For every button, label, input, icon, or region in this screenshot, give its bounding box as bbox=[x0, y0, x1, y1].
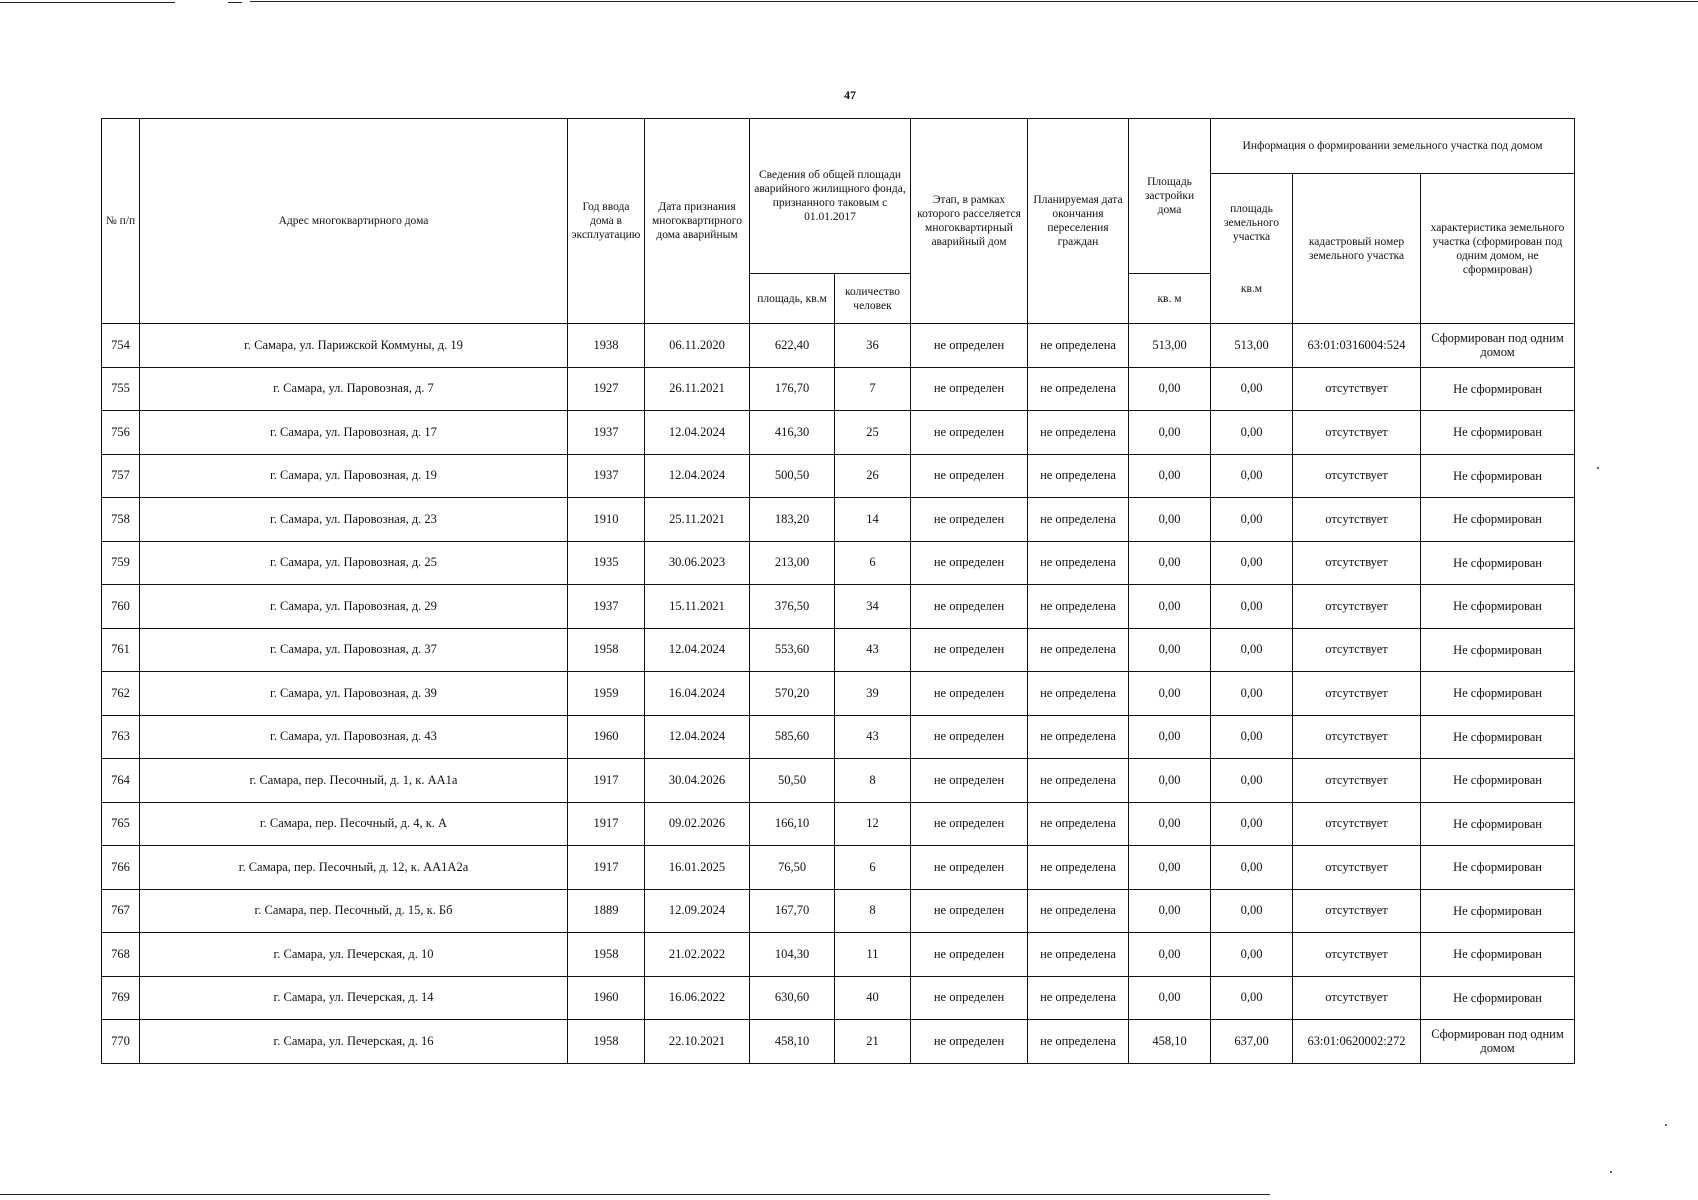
row-stage: не определен bbox=[911, 585, 1028, 629]
header-area: площадь, кв.м bbox=[750, 274, 835, 324]
row-stage: не определен bbox=[911, 628, 1028, 672]
row-status: Не сформирован bbox=[1421, 367, 1575, 411]
row-number: 762 bbox=[102, 672, 140, 716]
header-land-area-unit: кв.м bbox=[1240, 282, 1263, 295]
row-planned-date: не определена bbox=[1028, 454, 1129, 498]
row-land-area: 0,00 bbox=[1211, 933, 1293, 977]
row-number: 770 bbox=[102, 1020, 140, 1064]
emergency-housing-table bbox=[101, 118, 1575, 1064]
scan-speck bbox=[1610, 1171, 1612, 1173]
row-cadastral: 63:01:0620002:272 bbox=[1293, 1020, 1421, 1064]
row-cadastral: отсутствует bbox=[1293, 541, 1421, 585]
row-year: 1889 bbox=[568, 889, 645, 933]
row-land-area: 0,00 bbox=[1211, 715, 1293, 759]
scan-line-bottom bbox=[0, 1194, 1270, 1195]
header-year: Год ввода дома в эксплуатацию bbox=[568, 119, 645, 324]
row-area: 176,70 bbox=[750, 367, 835, 411]
row-planned-date: не определена bbox=[1028, 846, 1129, 890]
row-recognition-date: 12.04.2024 bbox=[645, 454, 750, 498]
row-stage: не определен bbox=[911, 367, 1028, 411]
row-recognition-date: 16.06.2022 bbox=[645, 976, 750, 1020]
row-building-area: 458,10 bbox=[1129, 1020, 1211, 1064]
row-cadastral: отсутствует bbox=[1293, 715, 1421, 759]
row-area: 500,50 bbox=[750, 454, 835, 498]
row-building-area: 0,00 bbox=[1129, 672, 1211, 716]
row-year: 1958 bbox=[568, 628, 645, 672]
row-building-area: 0,00 bbox=[1129, 802, 1211, 846]
row-year: 1917 bbox=[568, 846, 645, 890]
row-land-area: 0,00 bbox=[1211, 411, 1293, 455]
row-cadastral: отсутствует bbox=[1293, 367, 1421, 411]
row-status: Не сформирован bbox=[1421, 802, 1575, 846]
row-year: 1938 bbox=[568, 324, 645, 368]
row-year: 1958 bbox=[568, 933, 645, 977]
row-planned-date: не определена bbox=[1028, 933, 1129, 977]
table-row bbox=[102, 585, 1575, 629]
row-address: г. Самара, ул. Паровозная, д. 23 bbox=[140, 498, 568, 542]
row-cadastral: отсутствует bbox=[1293, 889, 1421, 933]
row-area: 50,50 bbox=[750, 759, 835, 803]
header-building-area: Площадь застройки дома bbox=[1129, 119, 1211, 274]
row-recognition-date: 22.10.2021 bbox=[645, 1020, 750, 1064]
row-people: 43 bbox=[835, 628, 911, 672]
row-stage: не определен bbox=[911, 933, 1028, 977]
row-number: 754 bbox=[102, 324, 140, 368]
row-recognition-date: 12.04.2024 bbox=[645, 715, 750, 759]
table-row bbox=[102, 498, 1575, 542]
row-stage: не определен bbox=[911, 411, 1028, 455]
row-planned-date: не определена bbox=[1028, 802, 1129, 846]
row-cadastral: отсутствует bbox=[1293, 454, 1421, 498]
table-body bbox=[102, 324, 1575, 1064]
row-stage: не определен bbox=[911, 1020, 1028, 1064]
row-status: Не сформирован bbox=[1421, 454, 1575, 498]
row-land-area: 0,00 bbox=[1211, 367, 1293, 411]
row-building-area: 0,00 bbox=[1129, 976, 1211, 1020]
row-number: 759 bbox=[102, 541, 140, 585]
row-recognition-date: 26.11.2021 bbox=[645, 367, 750, 411]
scan-speck bbox=[1665, 1124, 1667, 1126]
row-area: 167,70 bbox=[750, 889, 835, 933]
row-building-area: 0,00 bbox=[1129, 454, 1211, 498]
header-people: количество человек bbox=[835, 274, 911, 324]
row-building-area: 0,00 bbox=[1129, 541, 1211, 585]
row-cadastral: 63:01:0316004:524 bbox=[1293, 324, 1421, 368]
table-row bbox=[102, 933, 1575, 977]
row-status: Не сформирован bbox=[1421, 672, 1575, 716]
row-land-area: 0,00 bbox=[1211, 498, 1293, 542]
row-people: 34 bbox=[835, 585, 911, 629]
row-address: г. Самара, ул. Парижской Коммуны, д. 19 bbox=[140, 324, 568, 368]
row-land-area: 0,00 bbox=[1211, 541, 1293, 585]
header-land-area: площадь земельного участка кв.м bbox=[1211, 174, 1293, 324]
row-area: 76,50 bbox=[750, 846, 835, 890]
row-land-area: 0,00 bbox=[1211, 889, 1293, 933]
row-area: 213,00 bbox=[750, 541, 835, 585]
row-land-area: 637,00 bbox=[1211, 1020, 1293, 1064]
row-address: г. Самара, ул. Печерская, д. 10 bbox=[140, 933, 568, 977]
header-cadastral: кадастровый номер земельного участка bbox=[1293, 174, 1421, 324]
row-number: 763 bbox=[102, 715, 140, 759]
row-people: 26 bbox=[835, 454, 911, 498]
row-status: Не сформирован bbox=[1421, 541, 1575, 585]
table-row bbox=[102, 759, 1575, 803]
scan-line-top bbox=[228, 2, 242, 3]
row-recognition-date: 06.11.2020 bbox=[645, 324, 750, 368]
row-cadastral: отсутствует bbox=[1293, 846, 1421, 890]
row-planned-date: не определена bbox=[1028, 628, 1129, 672]
row-planned-date: не определена bbox=[1028, 759, 1129, 803]
row-recognition-date: 09.02.2026 bbox=[645, 802, 750, 846]
row-address: г. Самара, пер. Песочный, д. 12, к. АА1А2а bbox=[140, 846, 568, 890]
row-stage: не определен bbox=[911, 672, 1028, 716]
row-status: Не сформирован bbox=[1421, 933, 1575, 977]
row-year: 1937 bbox=[568, 454, 645, 498]
row-year: 1910 bbox=[568, 498, 645, 542]
row-cadastral: отсутствует bbox=[1293, 672, 1421, 716]
row-people: 6 bbox=[835, 541, 911, 585]
row-area: 458,10 bbox=[750, 1020, 835, 1064]
row-planned-date: не определена bbox=[1028, 541, 1129, 585]
table-row bbox=[102, 715, 1575, 759]
header-planned-date: Планируемая дата окончания переселения граждан bbox=[1028, 119, 1129, 324]
scan-line-top bbox=[0, 2, 175, 3]
row-status: Не сформирован bbox=[1421, 759, 1575, 803]
row-address: г. Самара, ул. Паровозная, д. 39 bbox=[140, 672, 568, 716]
row-area: 585,60 bbox=[750, 715, 835, 759]
row-stage: не определен bbox=[911, 324, 1028, 368]
row-address: г. Самара, ул. Паровозная, д. 29 bbox=[140, 585, 568, 629]
row-recognition-date: 15.11.2021 bbox=[645, 585, 750, 629]
table-row bbox=[102, 976, 1575, 1020]
row-address: г. Самара, пер. Песочный, д. 15, к. Бб bbox=[140, 889, 568, 933]
header-characteristic: характеристика земельного участка (сформирован под одним домом, не сформирован) bbox=[1421, 174, 1575, 324]
scan-speck bbox=[1597, 467, 1599, 469]
row-year: 1937 bbox=[568, 585, 645, 629]
row-recognition-date: 30.06.2023 bbox=[645, 541, 750, 585]
row-building-area: 0,00 bbox=[1129, 846, 1211, 890]
row-people: 21 bbox=[835, 1020, 911, 1064]
scan-line-top bbox=[250, 1, 1698, 2]
row-planned-date: не определена bbox=[1028, 585, 1129, 629]
row-building-area: 0,00 bbox=[1129, 585, 1211, 629]
row-building-area: 0,00 bbox=[1129, 628, 1211, 672]
row-address: г. Самара, ул. Паровозная, д. 37 bbox=[140, 628, 568, 672]
row-address: г. Самара, ул. Паровозная, д. 17 bbox=[140, 411, 568, 455]
row-address: г. Самара, пер. Песочный, д. 1, к. АА1а bbox=[140, 759, 568, 803]
row-year: 1960 bbox=[568, 976, 645, 1020]
row-status: Не сформирован bbox=[1421, 889, 1575, 933]
table-row bbox=[102, 672, 1575, 716]
header-building-area-unit: кв. м bbox=[1129, 274, 1211, 324]
header-address: Адрес многоквартирного дома bbox=[140, 119, 568, 324]
row-cadastral: отсутствует bbox=[1293, 498, 1421, 542]
row-stage: не определен bbox=[911, 976, 1028, 1020]
row-area: 553,60 bbox=[750, 628, 835, 672]
row-address: г. Самара, ул. Паровозная, д. 19 bbox=[140, 454, 568, 498]
row-recognition-date: 12.04.2024 bbox=[645, 411, 750, 455]
row-stage: не определен bbox=[911, 454, 1028, 498]
row-recognition-date: 12.09.2024 bbox=[645, 889, 750, 933]
row-planned-date: не определена bbox=[1028, 976, 1129, 1020]
row-number: 757 bbox=[102, 454, 140, 498]
row-land-area: 0,00 bbox=[1211, 846, 1293, 890]
row-address: г. Самара, ул. Печерская, д. 14 bbox=[140, 976, 568, 1020]
row-number: 755 bbox=[102, 367, 140, 411]
row-cadastral: отсутствует bbox=[1293, 976, 1421, 1020]
row-number: 765 bbox=[102, 802, 140, 846]
row-status: Не сформирован bbox=[1421, 976, 1575, 1020]
row-year: 1935 bbox=[568, 541, 645, 585]
row-area: 630,60 bbox=[750, 976, 835, 1020]
row-area: 416,30 bbox=[750, 411, 835, 455]
row-status: Не сформирован bbox=[1421, 585, 1575, 629]
row-number: 767 bbox=[102, 889, 140, 933]
row-recognition-date: 21.02.2022 bbox=[645, 933, 750, 977]
table-row bbox=[102, 454, 1575, 498]
row-land-area: 513,00 bbox=[1211, 324, 1293, 368]
row-recognition-date: 30.04.2026 bbox=[645, 759, 750, 803]
row-building-area: 0,00 bbox=[1129, 411, 1211, 455]
row-year: 1960 bbox=[568, 715, 645, 759]
row-status: Сформирован под одним домом bbox=[1421, 324, 1575, 368]
row-people: 39 bbox=[835, 672, 911, 716]
table-row bbox=[102, 846, 1575, 890]
row-planned-date: не определена bbox=[1028, 672, 1129, 716]
row-planned-date: не определена bbox=[1028, 1020, 1129, 1064]
row-status: Сформирован под одним домом bbox=[1421, 1020, 1575, 1064]
header-land-info: Информация о формировании земельного участка под домом bbox=[1211, 119, 1575, 174]
row-stage: не определен bbox=[911, 759, 1028, 803]
header-area-info: Сведения об общей площади аварийного жилищного фонда, признанного таковым с 01.01.2017 bbox=[750, 119, 911, 274]
row-building-area: 0,00 bbox=[1129, 367, 1211, 411]
row-area: 622,40 bbox=[750, 324, 835, 368]
row-people: 7 bbox=[835, 367, 911, 411]
row-people: 14 bbox=[835, 498, 911, 542]
row-building-area: 0,00 bbox=[1129, 889, 1211, 933]
row-number: 758 bbox=[102, 498, 140, 542]
row-planned-date: не определена bbox=[1028, 715, 1129, 759]
row-people: 6 bbox=[835, 846, 911, 890]
row-people: 25 bbox=[835, 411, 911, 455]
row-status: Не сформирован bbox=[1421, 411, 1575, 455]
row-number: 756 bbox=[102, 411, 140, 455]
table-row bbox=[102, 802, 1575, 846]
row-status: Не сформирован bbox=[1421, 846, 1575, 890]
row-area: 376,50 bbox=[750, 585, 835, 629]
row-recognition-date: 25.11.2021 bbox=[645, 498, 750, 542]
row-address: г. Самара, ул. Паровозная, д. 25 bbox=[140, 541, 568, 585]
table-row bbox=[102, 367, 1575, 411]
page-number: 47 bbox=[844, 88, 856, 102]
header-num: № п/п bbox=[102, 119, 140, 324]
row-year: 1917 bbox=[568, 802, 645, 846]
row-land-area: 0,00 bbox=[1211, 672, 1293, 716]
table-row bbox=[102, 1020, 1575, 1064]
table-row bbox=[102, 541, 1575, 585]
row-number: 768 bbox=[102, 933, 140, 977]
row-cadastral: отсутствует bbox=[1293, 759, 1421, 803]
row-people: 12 bbox=[835, 802, 911, 846]
row-stage: не определен bbox=[911, 846, 1028, 890]
row-building-area: 0,00 bbox=[1129, 933, 1211, 977]
header-stage: Этап, в рамках которого расселяется многоквартирный аварийный дом bbox=[911, 119, 1028, 324]
row-people: 8 bbox=[835, 759, 911, 803]
row-land-area: 0,00 bbox=[1211, 585, 1293, 629]
row-year: 1917 bbox=[568, 759, 645, 803]
row-year: 1958 bbox=[568, 1020, 645, 1064]
row-land-area: 0,00 bbox=[1211, 628, 1293, 672]
row-stage: не определен bbox=[911, 498, 1028, 542]
header-recognition-date: Дата признания многоквартирного дома аварийным bbox=[645, 119, 750, 324]
row-land-area: 0,00 bbox=[1211, 454, 1293, 498]
row-cadastral: отсутствует bbox=[1293, 802, 1421, 846]
row-building-area: 0,00 bbox=[1129, 759, 1211, 803]
row-people: 36 bbox=[835, 324, 911, 368]
row-area: 166,10 bbox=[750, 802, 835, 846]
row-planned-date: не определена bbox=[1028, 367, 1129, 411]
row-planned-date: не определена bbox=[1028, 498, 1129, 542]
row-cadastral: отсутствует bbox=[1293, 628, 1421, 672]
row-status: Не сформирован bbox=[1421, 628, 1575, 672]
row-number: 764 bbox=[102, 759, 140, 803]
row-recognition-date: 16.04.2024 bbox=[645, 672, 750, 716]
row-planned-date: не определена bbox=[1028, 411, 1129, 455]
row-year: 1959 bbox=[568, 672, 645, 716]
row-recognition-date: 16.01.2025 bbox=[645, 846, 750, 890]
table-row bbox=[102, 889, 1575, 933]
row-people: 11 bbox=[835, 933, 911, 977]
row-recognition-date: 12.04.2024 bbox=[645, 628, 750, 672]
row-stage: не определен bbox=[911, 802, 1028, 846]
row-area: 570,20 bbox=[750, 672, 835, 716]
row-number: 760 bbox=[102, 585, 140, 629]
row-cadastral: отсутствует bbox=[1293, 411, 1421, 455]
row-number: 761 bbox=[102, 628, 140, 672]
row-people: 40 bbox=[835, 976, 911, 1020]
row-stage: не определен bbox=[911, 715, 1028, 759]
row-building-area: 513,00 bbox=[1129, 324, 1211, 368]
table-row bbox=[102, 411, 1575, 455]
row-people: 43 bbox=[835, 715, 911, 759]
row-planned-date: не определена bbox=[1028, 889, 1129, 933]
row-area: 183,20 bbox=[750, 498, 835, 542]
row-year: 1937 bbox=[568, 411, 645, 455]
row-address: г. Самара, пер. Песочный, д. 4, к. А bbox=[140, 802, 568, 846]
row-building-area: 0,00 bbox=[1129, 498, 1211, 542]
row-address: г. Самара, ул. Паровозная, д. 7 bbox=[140, 367, 568, 411]
row-building-area: 0,00 bbox=[1129, 715, 1211, 759]
row-land-area: 0,00 bbox=[1211, 759, 1293, 803]
row-stage: не определен bbox=[911, 889, 1028, 933]
row-planned-date: не определена bbox=[1028, 324, 1129, 368]
row-area: 104,30 bbox=[750, 933, 835, 977]
row-address: г. Самара, ул. Паровозная, д. 43 bbox=[140, 715, 568, 759]
row-cadastral: отсутствует bbox=[1293, 933, 1421, 977]
row-status: Не сформирован bbox=[1421, 715, 1575, 759]
table-row bbox=[102, 324, 1575, 368]
row-number: 769 bbox=[102, 976, 140, 1020]
row-stage: не определен bbox=[911, 541, 1028, 585]
row-cadastral: отсутствует bbox=[1293, 585, 1421, 629]
row-land-area: 0,00 bbox=[1211, 976, 1293, 1020]
row-land-area: 0,00 bbox=[1211, 802, 1293, 846]
row-number: 766 bbox=[102, 846, 140, 890]
table-row bbox=[102, 628, 1575, 672]
row-people: 8 bbox=[835, 889, 911, 933]
row-year: 1927 bbox=[568, 367, 645, 411]
row-status: Не сформирован bbox=[1421, 498, 1575, 542]
row-address: г. Самара, ул. Печерская, д. 16 bbox=[140, 1020, 568, 1064]
